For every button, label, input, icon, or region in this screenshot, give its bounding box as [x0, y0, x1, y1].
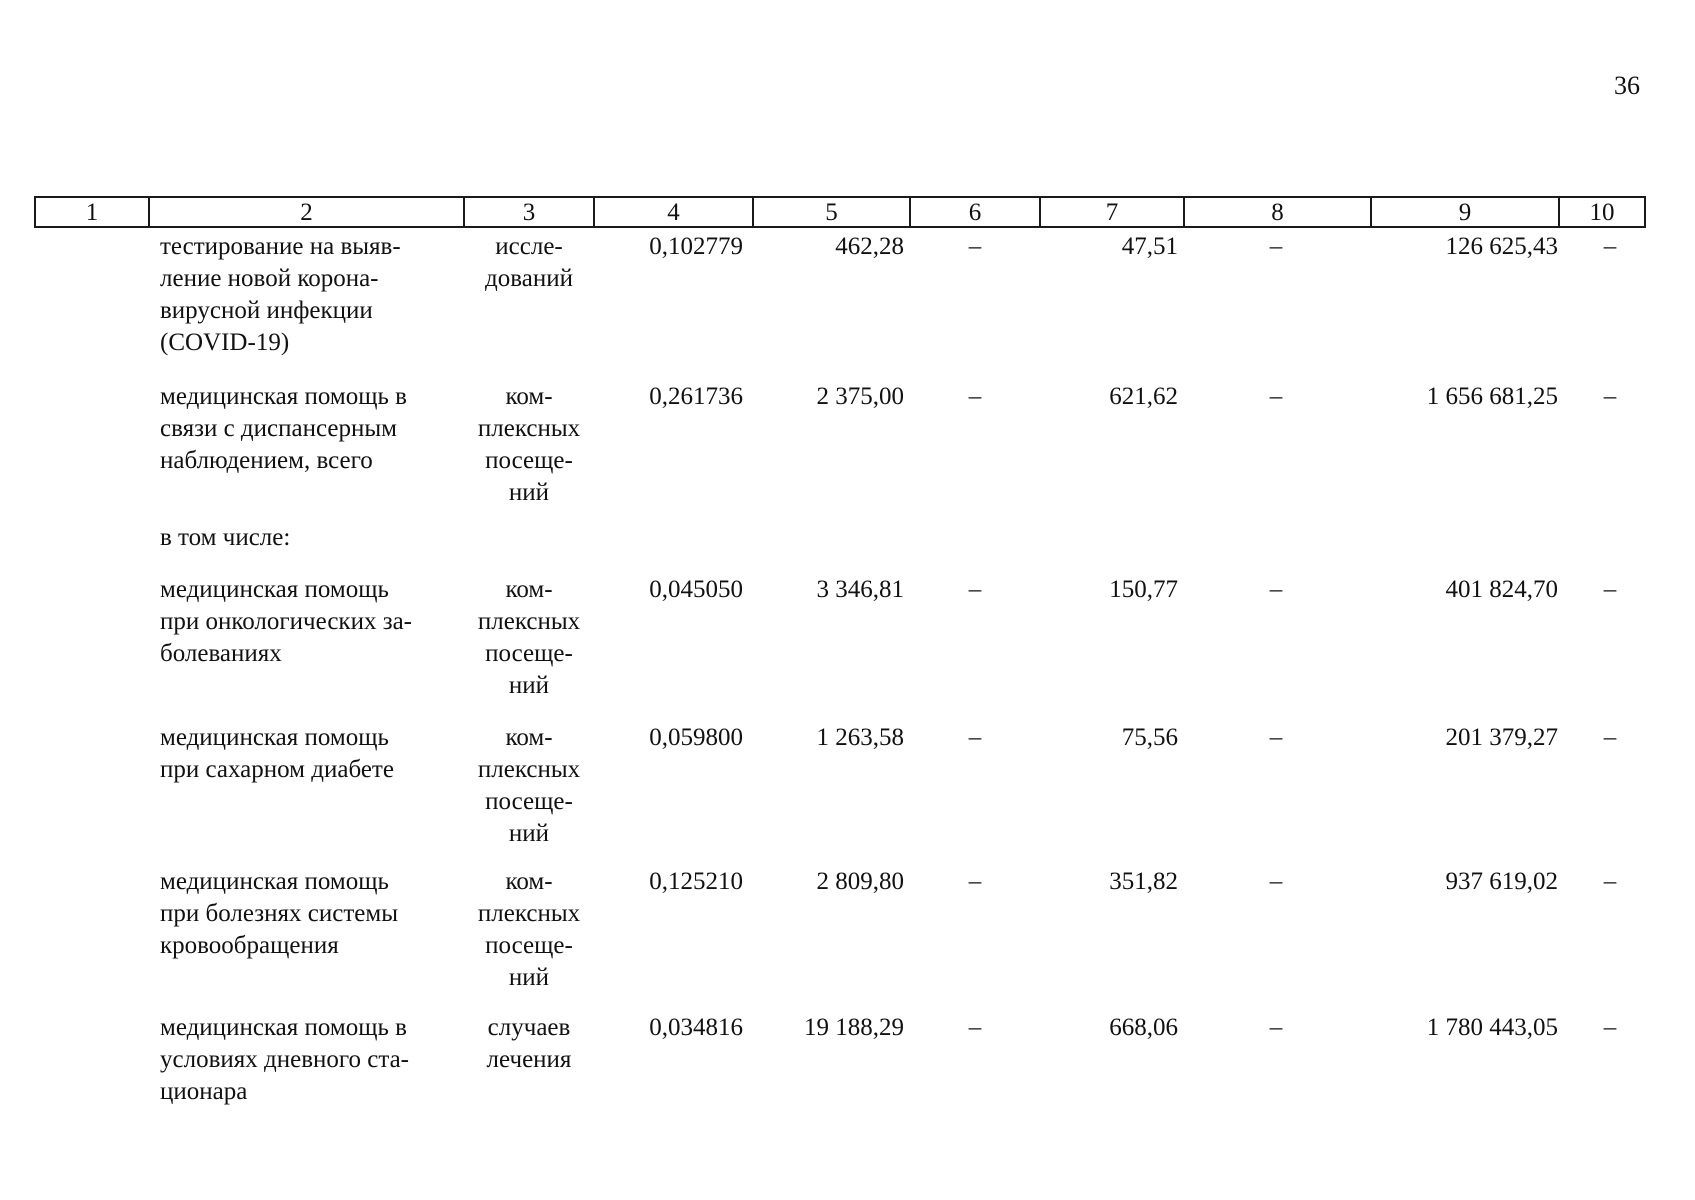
row-name-line: медицинская помощь в	[160, 1014, 407, 1041]
row-col5: 3 346,81	[816, 576, 904, 603]
row-col8: –	[1269, 233, 1283, 260]
row-unit-line: посеще-	[485, 788, 573, 815]
row-col5: 2 375,00	[816, 383, 904, 410]
row-name-line: при онкологических за-	[160, 608, 413, 635]
page-number: 36	[1614, 71, 1640, 100]
row-unit-cell	[463, 381, 595, 509]
row-col10: –	[1603, 868, 1617, 895]
row-col7: 351,82	[1109, 868, 1178, 895]
row-unit-line: ком-	[505, 383, 553, 410]
row-name-line: наблюдением, всего	[160, 447, 373, 474]
header-cell-5: 5	[752, 196, 911, 228]
row-col9: 401 824,70	[1445, 576, 1558, 603]
row-col8: –	[1269, 576, 1283, 603]
row-col5: 2 809,80	[816, 868, 904, 895]
row-col8: –	[1269, 383, 1283, 410]
row-col7: 75,56	[1121, 724, 1178, 751]
row-col8: –	[1269, 868, 1283, 895]
row-unit-line: случаев	[487, 1014, 571, 1041]
row-col8: –	[1269, 1014, 1283, 1041]
row-col4: 0,045050	[649, 576, 743, 603]
row-col6: –	[968, 868, 982, 895]
row-col6: –	[968, 576, 982, 603]
row-unit-line: плексных	[477, 900, 581, 927]
row-col7: 47,51	[1121, 233, 1178, 260]
row-name-line: связи с диспансерным	[160, 415, 397, 442]
header-cell-9: 9	[1370, 196, 1560, 228]
row-col9: 126 625,43	[1445, 233, 1558, 260]
row-name-cell	[160, 866, 453, 962]
row-unit-line: ком-	[505, 868, 553, 895]
row-col9: 1 780 443,05	[1426, 1014, 1558, 1041]
row-name-line: болеваниях	[160, 640, 282, 667]
row-name-line: кровообращения	[160, 932, 339, 959]
row-col4: 0,125210	[649, 868, 743, 895]
row-col9: 937 619,02	[1445, 868, 1558, 895]
row-col5: 462,28	[835, 233, 904, 260]
row-name-cell	[160, 722, 453, 786]
row-unit-line: ний	[508, 964, 550, 991]
header-cell-2: 2	[148, 196, 465, 228]
row-unit-line: ний	[508, 672, 550, 699]
row-col10: –	[1603, 233, 1617, 260]
header-cell-6: 6	[909, 196, 1041, 228]
row-unit-line: посеще-	[485, 447, 573, 474]
row-col10: –	[1603, 576, 1617, 603]
row-unit-line: ком-	[505, 576, 553, 603]
row-name-line: ление новой корона-	[160, 265, 379, 292]
row-col7: 150,77	[1109, 576, 1178, 603]
row-name-cell	[160, 381, 453, 477]
row-unit-line: дований	[485, 265, 573, 292]
row-col6: –	[968, 1014, 982, 1041]
row-name-line: условиях дневного ста-	[160, 1046, 410, 1073]
row-name-line: ционара	[160, 1078, 248, 1105]
row-col4: 0,059800	[649, 724, 743, 751]
row-name-line: при болезнях системы	[160, 900, 398, 927]
row-unit-cell	[463, 866, 595, 994]
row-unit-cell	[463, 722, 595, 850]
row-col10: –	[1603, 1014, 1617, 1041]
row-col7: 668,06	[1109, 1014, 1178, 1041]
row-name-line: (COVID-19)	[160, 329, 290, 356]
row-name-line: при сахарном диабете	[160, 756, 394, 783]
subheading: в том числе:	[160, 524, 291, 551]
row-col4: 0,261736	[649, 383, 743, 410]
row-unit-line: плексных	[477, 756, 581, 783]
row-col8: –	[1269, 724, 1283, 751]
row-col6: –	[968, 233, 982, 260]
row-unit-line: плексных	[477, 415, 581, 442]
row-unit-line: посеще-	[485, 932, 573, 959]
row-unit-cell	[463, 574, 595, 702]
row-name-cell	[160, 231, 453, 359]
header-cell-8: 8	[1183, 196, 1372, 228]
row-col9: 201 379,27	[1445, 724, 1558, 751]
table-header-row	[34, 196, 1646, 230]
row-unit-line: посеще-	[485, 640, 573, 667]
row-col10: –	[1603, 724, 1617, 751]
row-name-line: медицинская помощь	[160, 868, 389, 895]
row-name-cell	[160, 574, 453, 670]
row-name-cell	[160, 1012, 453, 1108]
row-col6: –	[968, 383, 982, 410]
row-unit-line: ком-	[505, 724, 553, 751]
header-cell-10: 10	[1558, 196, 1646, 228]
row-col4: 0,034816	[649, 1014, 743, 1041]
row-unit-line: ний	[508, 479, 550, 506]
row-unit-line: лечения	[486, 1046, 572, 1073]
header-cell-1: 1	[34, 196, 150, 228]
row-name-line: медицинская помощь в	[160, 383, 407, 410]
row-name-line: медицинская помощь	[160, 724, 389, 751]
row-unit-cell	[463, 1012, 595, 1076]
row-unit-line: ний	[508, 820, 550, 847]
row-col5: 1 263,58	[816, 724, 904, 751]
row-unit-cell	[463, 231, 595, 295]
row-col5: 19 188,29	[804, 1014, 904, 1041]
header-cell-3: 3	[463, 196, 595, 228]
row-col9: 1 656 681,25	[1426, 383, 1558, 410]
row-unit-line: иссле-	[495, 233, 563, 260]
row-name-line: тестирование на выяв-	[160, 233, 401, 260]
row-col4: 0,102779	[649, 233, 743, 260]
row-col10: –	[1603, 383, 1617, 410]
header-cell-4: 4	[593, 196, 754, 228]
row-name-line: медицинская помощь	[160, 576, 389, 603]
row-col7: 621,62	[1109, 383, 1178, 410]
row-unit-line: плексных	[477, 608, 581, 635]
row-name-line: вирусной инфекции	[160, 297, 373, 324]
header-cell-7: 7	[1039, 196, 1185, 228]
row-col6: –	[968, 724, 982, 751]
